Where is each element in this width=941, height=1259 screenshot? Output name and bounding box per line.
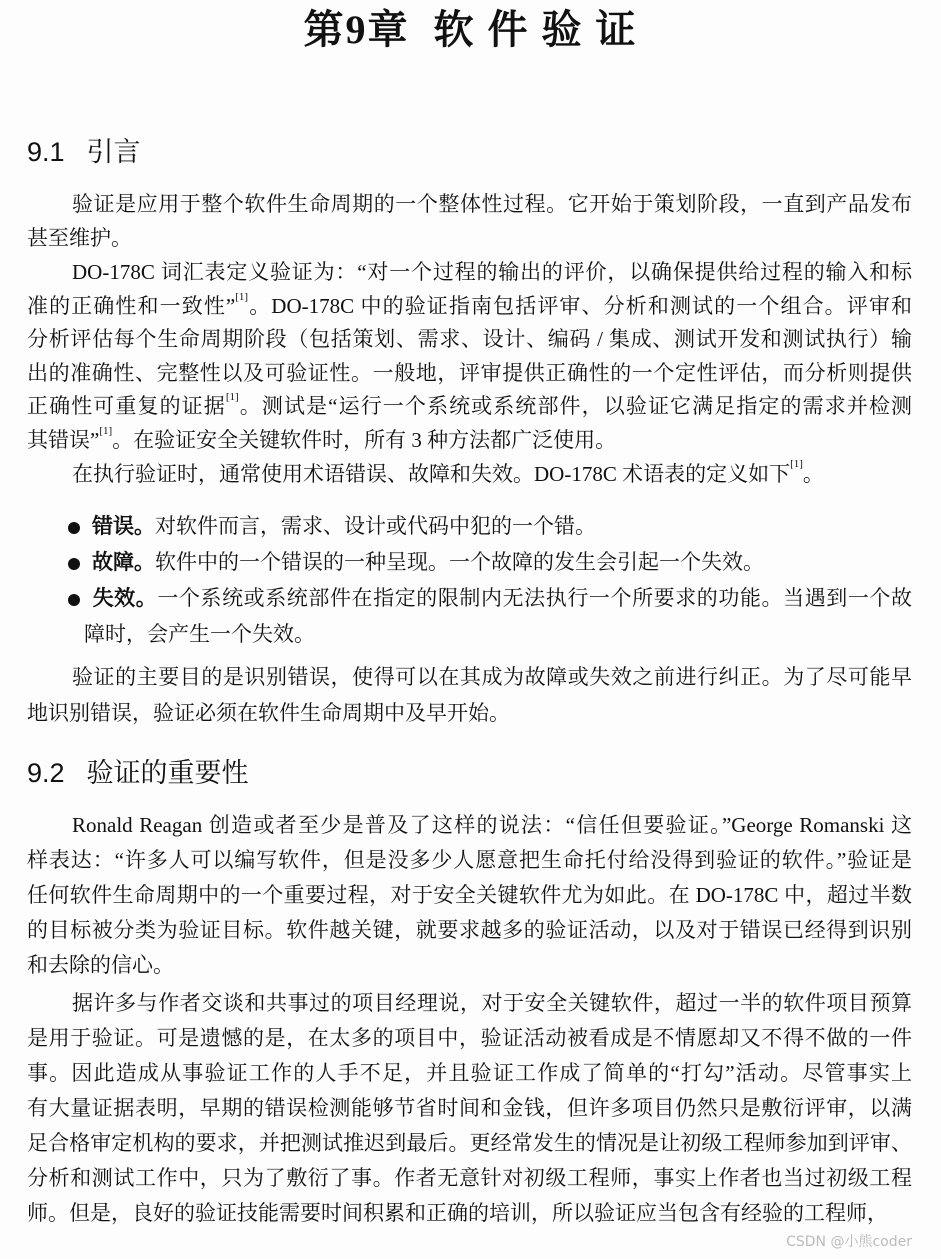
bullet-icon xyxy=(68,594,80,606)
section-heading-9-1 xyxy=(27,134,912,170)
definition-term: 失效。 xyxy=(92,586,158,610)
text-run: 正确性可重复的证据 xyxy=(27,394,226,418)
text-line xyxy=(27,1056,912,1091)
citation-ref: [1] xyxy=(225,391,239,403)
definition-item-line xyxy=(27,508,912,544)
text-run: 任何软件生命周期中的一个重要过程，对于安全关键软件尤为如此。在 DO-178C 中，超过半数 xyxy=(27,883,912,907)
text-line xyxy=(27,948,912,983)
text-run: 是用于验证。可是遗憾的是，在太多的项目中，验证活动被看成是不情愿却又不得不做的一件 xyxy=(27,1026,912,1050)
section-heading-9-2 xyxy=(27,755,912,791)
paragraph xyxy=(27,457,912,491)
text-line xyxy=(27,1161,912,1196)
text-line xyxy=(27,659,912,695)
text-run: 的目标被分类为验证目标。软件越关键，就要求越多的验证活动，以及对于错误已经得到识别 xyxy=(27,918,912,942)
paragraph xyxy=(27,986,912,1231)
text-run: 有大量证据表明，早期的错误检测能够节省时间和金钱，但许多项目仍然只是敷衍评审，以满 xyxy=(27,1096,912,1120)
section-title: 引言 xyxy=(86,137,141,167)
definition-text: 一个系统或系统部件在指定的限制内无法执行一个所要求的功能。当遇到一个故 xyxy=(157,586,913,610)
definition-list xyxy=(27,508,912,652)
text-run: 验证的主要目的是识别错误，使得可以在其成为故障或失效之前进行纠正。为了尽可能早 xyxy=(72,665,912,689)
text-run: 。测试是“运行一个系统或系统部件，以验证它满足指定的需求并检测 xyxy=(238,394,913,418)
bullet-icon xyxy=(68,522,80,534)
text-run: 。在验证安全关键软件时，所有 3 种方法都广泛使用。 xyxy=(112,427,617,452)
definition-term: 故障。 xyxy=(92,550,155,574)
definition-text: 障时，会产生一个失效。 xyxy=(84,622,315,646)
citation-ref: [1] xyxy=(99,424,113,437)
section-title: 验证的重要性 xyxy=(86,758,249,788)
text-line xyxy=(27,357,912,391)
text-line xyxy=(27,986,912,1021)
text-line xyxy=(27,1091,912,1126)
text-line xyxy=(27,878,912,913)
text-run: 师。但是，良好的验证技能需要时间积累和正确的培训，所以验证应当包含有经验的工程师， xyxy=(27,1201,888,1225)
text-line xyxy=(27,290,912,324)
paragraph xyxy=(27,659,912,731)
text-run: 出的准确性、完整性以及可验证性。一般地，评审提供正确性的一个定性评估，而分析则提供 xyxy=(27,360,912,385)
chapter-title: 第9章 软 件 验 证 xyxy=(303,7,638,52)
text-run: 事。因此造成从事验证工作的人手不足，并且验证工作成了简单的“打勾”活动。尽管事实上 xyxy=(27,1061,912,1085)
text-run: 足合格审定机构的要求，并把测试推迟到最后。更经常发生的情况是让初级工程师参加到评审、 xyxy=(27,1131,912,1155)
text-line xyxy=(27,1126,912,1161)
text-run: 其错误” xyxy=(27,427,100,452)
text-line xyxy=(27,187,912,221)
text-line xyxy=(27,424,912,458)
text-line xyxy=(27,323,912,357)
text-run: Ronald Reagan 创造或者至少是普及了这样的说法：“信任但要验证。”George Romanski 这 xyxy=(72,813,912,837)
text-run: DO-178C 词汇表定义验证为：“对一个过程的输出的评价，以确保提供给过程的输入和标 xyxy=(72,260,912,284)
section-number: 9.1 xyxy=(27,137,65,167)
paragraph xyxy=(27,808,912,983)
text-run: 据许多与作者交谈和共事过的项目经理说，对于安全关键软件，超过一半的软件项目预算 xyxy=(72,991,912,1015)
paragraph xyxy=(27,256,912,457)
definition-text: 对软件而言，需求、设计或代码中犯的一个错。 xyxy=(155,514,596,538)
definition-text: 软件中的一个错误的一种呈现。一个故障的发生会引起一个失效。 xyxy=(155,550,764,574)
text-run: 甚至维护。 xyxy=(27,226,132,250)
text-line xyxy=(27,913,912,948)
text-run: 样表达：“许多人可以编写软件，但是没多少人愿意把生命托付给没得到验证的软件。”验证是 xyxy=(27,848,912,872)
text-line xyxy=(27,808,912,843)
paragraph xyxy=(27,187,912,255)
text-run: 在执行验证时，通常使用术语错误、故障和失效。DO-178C 术语表的定义如下 xyxy=(72,462,791,486)
text-run: 准的正确性和一致性” xyxy=(27,293,236,318)
text-line xyxy=(27,1021,912,1056)
definition-term: 错误。 xyxy=(92,514,155,538)
section-number: 9.2 xyxy=(27,758,65,788)
bullet-icon xyxy=(68,558,80,570)
text-line xyxy=(27,221,912,255)
definition-item-line xyxy=(27,544,912,580)
text-line xyxy=(27,390,912,424)
text-line xyxy=(27,457,912,491)
citation-ref: [1] xyxy=(790,458,803,470)
text-run: 分析评估每个生命周期阶段（包括策划、需求、设计、编码 / 集成、测试开发和测试执行）输 xyxy=(27,327,912,351)
text-line xyxy=(27,256,912,290)
text-line xyxy=(27,695,912,731)
text-run: 验证是应用于整个软件生命周期的一个整体性过程。它开始于策划阶段，一直到产品发布 xyxy=(72,192,912,216)
citation-ref: [1] xyxy=(235,290,249,303)
text-run: 和去除的信心。 xyxy=(27,953,174,977)
definition-item-line xyxy=(27,580,912,616)
text-run: 分析和测试工作中，只为了敷衍了事。作者无意针对初级工程师，事实上作者也当过初级工程 xyxy=(27,1166,912,1190)
text-run: 地识别错误，验证必须在软件生命周期中及早开始。 xyxy=(27,701,510,725)
text-line xyxy=(27,1196,912,1231)
definition-item-line xyxy=(27,616,912,652)
text-run: 。 xyxy=(802,462,824,486)
text-line xyxy=(27,843,912,878)
watermark: CSDN @小熊coder xyxy=(786,1234,912,1250)
text-run: 。DO-178C 中的验证指南包括评审、分析和测试的一个组合。评审和 xyxy=(248,293,912,318)
